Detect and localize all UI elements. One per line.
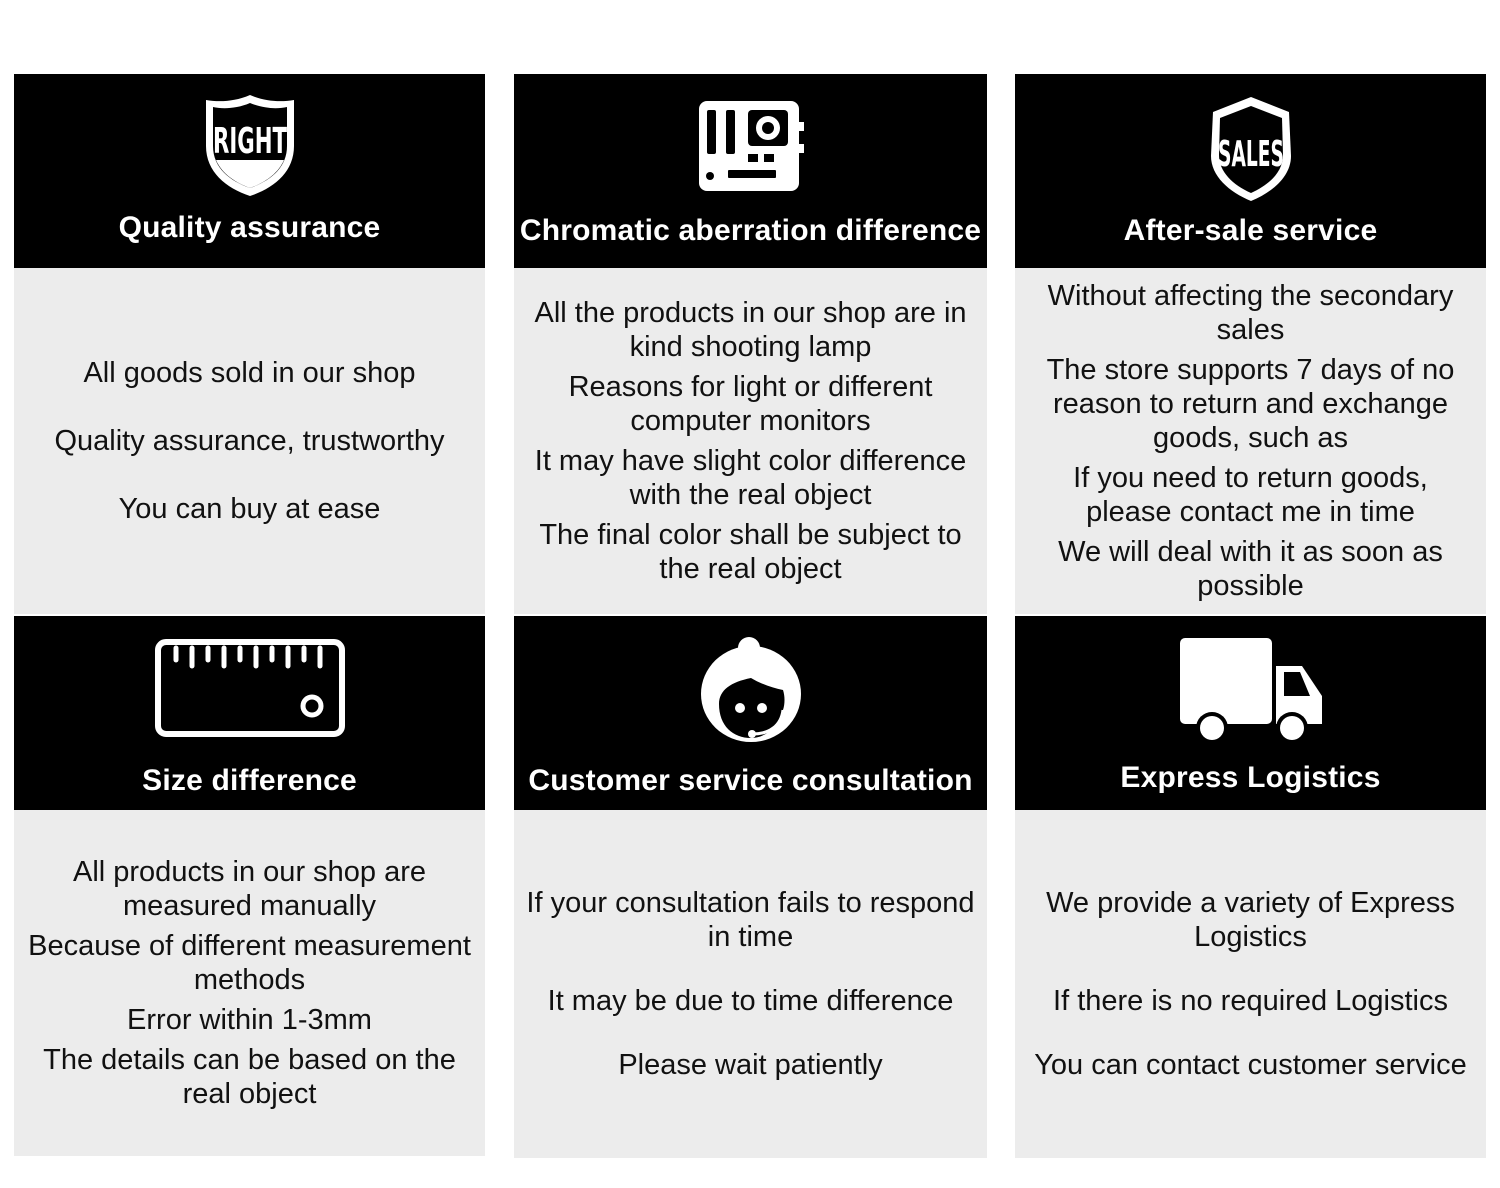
card-header (514, 616, 987, 810)
card-text-line: The final color shall be subject to the real object (539, 519, 962, 585)
card-text-line: We will deal with it as soon as possible (1058, 536, 1443, 602)
card-text-line: If there is no required Logistics (1053, 985, 1448, 1017)
card-title: Customer service consultation (528, 764, 973, 797)
card-header (14, 74, 485, 268)
card-text-line: Without affecting the secondary sales (1047, 280, 1454, 346)
card-body (14, 810, 485, 1156)
card-title: Size difference (142, 764, 357, 797)
card-body (514, 268, 987, 614)
card-text-line: Error within 1-3mm (127, 1004, 372, 1036)
card-text-line: If your consultation fails to respond in time (526, 887, 975, 953)
card-size-difference (14, 616, 485, 1156)
card-chromatic-aberration (514, 74, 987, 614)
card-text-line: Reasons for light or different computer monitors (568, 371, 933, 437)
card-text-line: You can buy at ease (118, 493, 381, 525)
card-text-line: Please wait patiently (618, 1049, 883, 1081)
card-title: Quality assurance (118, 211, 381, 244)
card-body (1015, 268, 1486, 614)
card-body (1015, 810, 1486, 1158)
card-text-line: It may be due to time difference (547, 985, 954, 1017)
shield-label: RIGHT (212, 121, 287, 162)
card-text-line: All products in our shop are measured manually (72, 856, 427, 922)
card-header (14, 616, 485, 810)
card-text-line: If you need to return goods, please contact me in time (1073, 462, 1428, 528)
card-text-line: We provide a variety of Express Logistics (1046, 887, 1455, 953)
card-customer-service (514, 616, 987, 1158)
card-express-logistics (1015, 616, 1486, 1158)
shield-label: SALES (1217, 134, 1284, 175)
card-quality-assurance (14, 74, 485, 614)
card-header (1015, 74, 1486, 268)
circuit-board-icon (696, 98, 806, 194)
card-text-line: Quality assurance, trustworthy (54, 425, 445, 457)
card-body (14, 268, 485, 614)
card-header (514, 74, 987, 268)
card-header (1015, 616, 1486, 810)
card-text-line: It may have slight color difference with the real object (534, 445, 967, 511)
card-text-line: All goods sold in our shop (83, 357, 416, 389)
card-body (514, 810, 987, 1158)
card-title: After-sale service (1123, 214, 1378, 247)
card-title: Express Logistics (1120, 761, 1381, 794)
card-text-line: Because of different measurement methods (28, 930, 471, 996)
card-text-line: You can contact customer service (1034, 1049, 1467, 1081)
card-text-line: The store supports 7 days of no reason to return and exchange goods, such as (1046, 354, 1455, 454)
sales-shield-icon (1205, 94, 1297, 204)
card-title: Chromatic aberration difference (519, 214, 982, 247)
right-shield-icon (202, 92, 298, 198)
delivery-truck-icon (1176, 636, 1326, 748)
customer-service-agent-icon (697, 634, 805, 746)
card-after-sale-service (1015, 74, 1486, 614)
card-text-line: All the products in our shop are in kind shooting lamp (534, 297, 967, 363)
card-text-line: The details can be based on the real object (43, 1044, 456, 1110)
ruler-icon (154, 638, 346, 738)
